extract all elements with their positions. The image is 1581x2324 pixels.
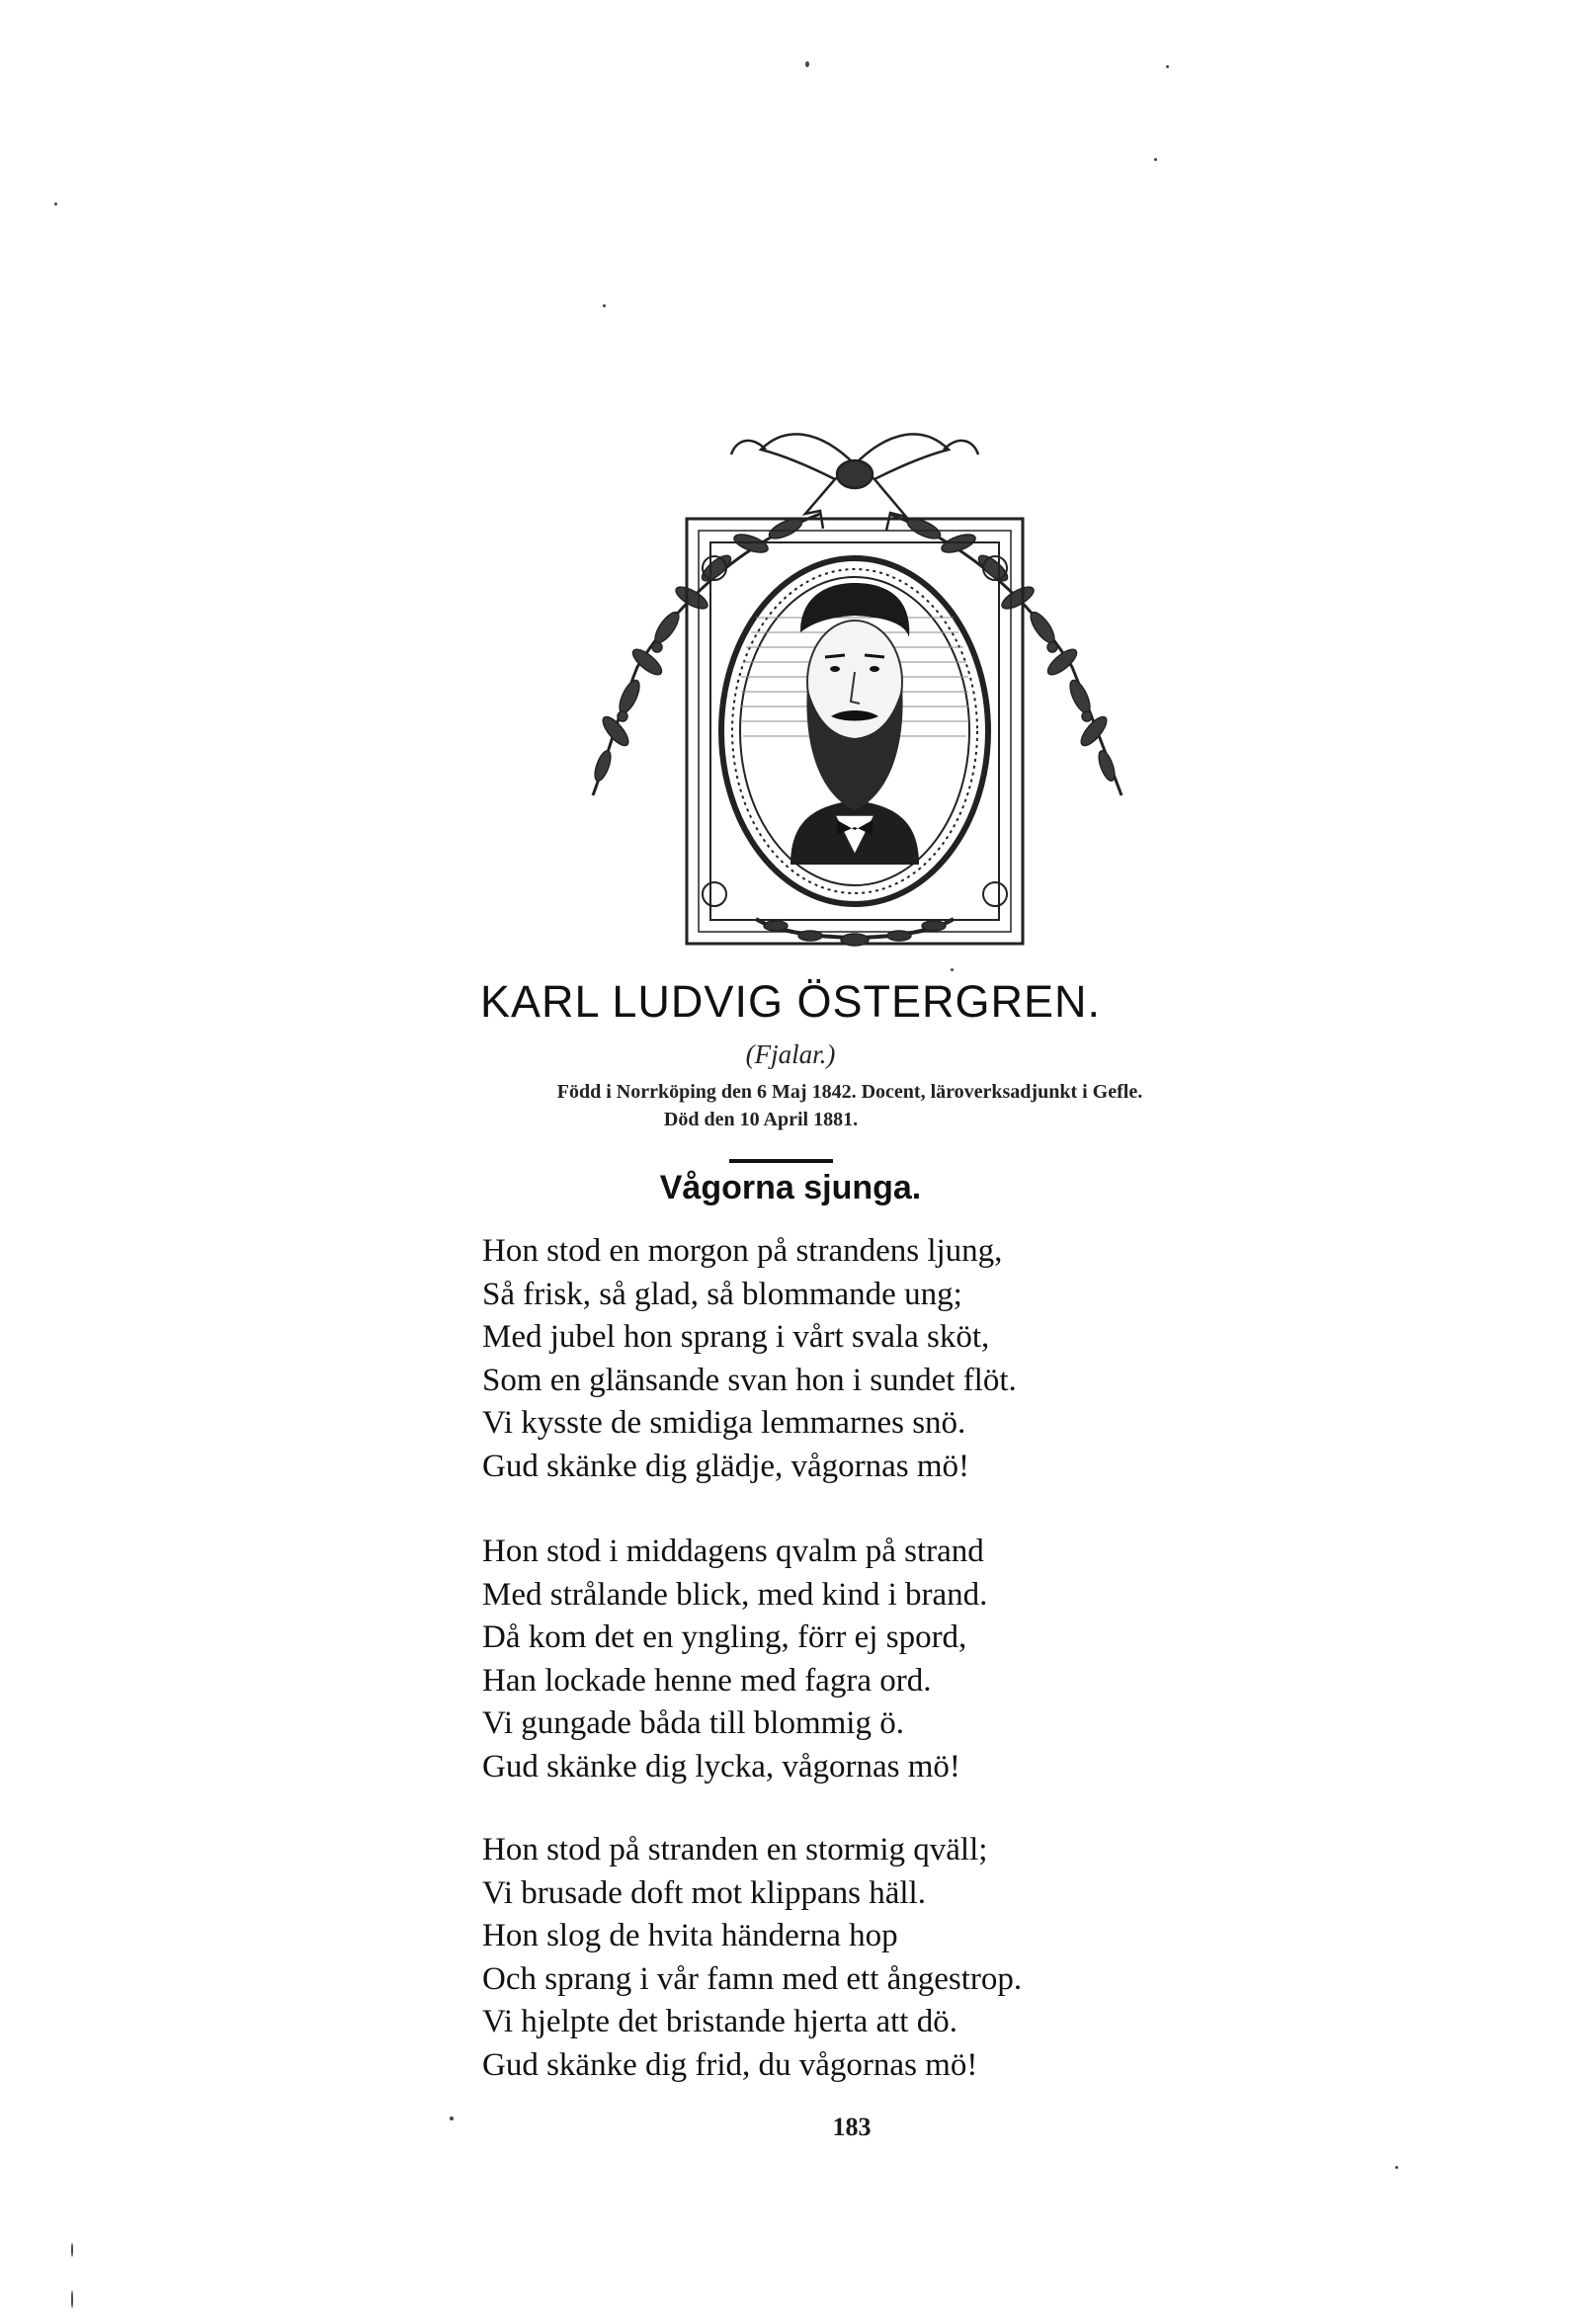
scan-speck: [71, 2290, 73, 2308]
poem-line: Med strålande blick, med kind i brand.: [482, 1576, 988, 1613]
portrait-engraving: [539, 420, 1171, 954]
poem-title: Vågorna sjunga.: [659, 1169, 922, 1206]
scan-speck: [71, 2243, 73, 2257]
author-birth-info: Född i Norrköping den 6 Maj 1842. Docent, läroverksadjunkt i Gefle.: [556, 1081, 1143, 1103]
portrait-figure: [790, 583, 919, 865]
scan-speck: [805, 61, 809, 67]
poem-stanza-1: [482, 1230, 1017, 1488]
scan-speck: [951, 968, 954, 971]
laurel-garland-left: [592, 514, 820, 795]
poem-line: Så frisk, så glad, så blommande ung;: [482, 1276, 962, 1312]
author-name: KARL LUDVIG ÖSTERGREN.: [480, 976, 1101, 1027]
poem-line: Han lockade henne med fagra ord.: [482, 1662, 932, 1699]
poem-line: Och sprang i vår famn med ett ångestrop.: [482, 1960, 1023, 1997]
scan-speck: [1395, 2166, 1398, 2169]
poem-line: Då kom det en yngling, förr ej spord,: [482, 1619, 967, 1655]
poem-line: Gud skänke dig glädje, vågornas mö!: [482, 1448, 970, 1484]
author-death-info: Död den 10 April 1881.: [663, 1109, 859, 1130]
poem-line: Hon slog de hvita händerna hop: [482, 1918, 898, 1953]
poem-stanza-2: [482, 1531, 987, 1788]
scan-speck: [1154, 158, 1157, 161]
poem-line: Hon stod på stranden en stormig qväll;: [482, 1832, 988, 1868]
poem-line: Vi kysste de smidiga lemmarnes snö.: [482, 1405, 966, 1441]
poem-line: Gud skänke dig frid, du vågornas mö!: [482, 2046, 978, 2083]
poem-line: Hon stod i middagens qvalm på strand: [482, 1534, 984, 1569]
laurel-garland-right: [889, 514, 1122, 795]
author-pseudonym: (Fjalar.): [745, 1039, 836, 1069]
poem-line: Med jubel hon sprang i vårt svala sköt,: [482, 1319, 990, 1355]
ribbon-bow-ornament: [731, 434, 978, 531]
poem-line: Vi hjelpte det bristande hjerta att dö.: [482, 2004, 957, 2039]
poem-line: Gud skänke dig lycka, vågornas mö!: [482, 1748, 960, 1784]
scan-speck: [54, 203, 57, 206]
scan-speck: [603, 304, 606, 307]
poem-line: Som en glänsande svan hon i sundet flöt.: [482, 1362, 1017, 1398]
poem-stanza-3: [482, 1829, 1022, 2087]
poem-line: Vi brusade doft mot klippans häll.: [482, 1874, 926, 1911]
scan-speck: [450, 2116, 454, 2120]
page-number: 183: [832, 2113, 872, 2141]
poem-line: Vi gungade båda till blommig ö.: [482, 1705, 904, 1741]
section-divider: [729, 1159, 833, 1163]
poem-line: Hon stod en morgon på strandens ljung,: [482, 1233, 1003, 1269]
scan-speck: [1166, 65, 1169, 68]
